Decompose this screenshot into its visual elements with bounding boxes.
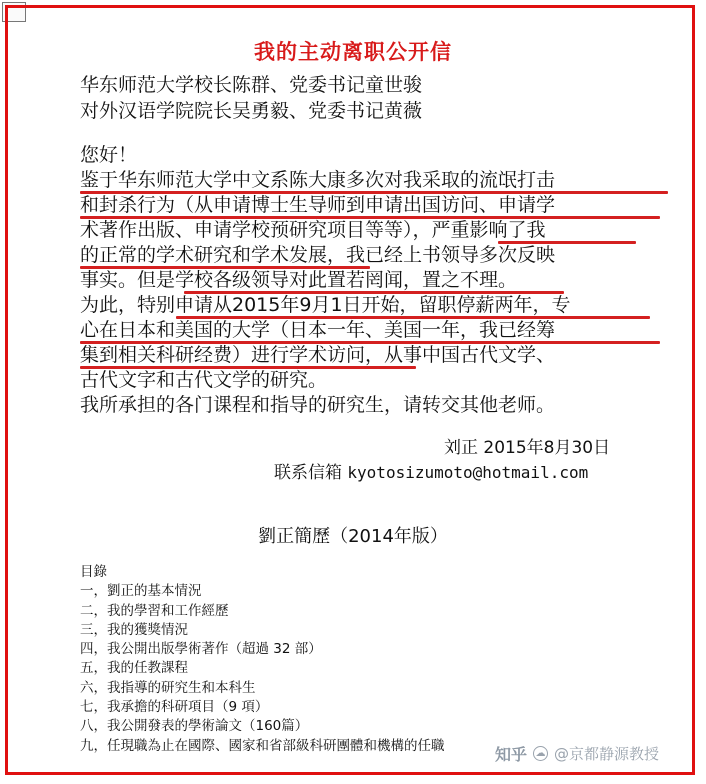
toc-heading: 目錄	[80, 564, 107, 580]
toc-item: 七，我承擔的科研項目（9 項）	[80, 699, 269, 716]
contact-line	[274, 458, 588, 483]
toc-item: 三，我的獲獎情況	[80, 621, 188, 638]
body-line: 的正常的学术研究和学术发展，我已经上书领导多次反映	[80, 243, 670, 268]
toc-item: 二，我的學習和工作經歷	[80, 602, 229, 619]
body-line: 为此，特别申请从2015年9月1日开始，留职停薪两年，专	[80, 293, 670, 318]
cloud-icon: ☁	[533, 746, 548, 761]
body-line: 心在日本和美国的大学（日本一年、美国一年，我已经筹	[80, 318, 670, 343]
letter-body	[80, 143, 670, 418]
zhihu-logo: 知乎	[495, 745, 528, 764]
contact-email: kyotosizumoto@hotmail.com	[347, 463, 589, 482]
toc-item: 八，我公開發表的學術論文（160篇）	[80, 718, 309, 735]
zhihu-watermark	[495, 742, 659, 765]
addressee-line-2: 对外汉语学院院长吴勇毅、党委书记黄薇	[80, 100, 423, 122]
resume-toc	[80, 563, 445, 756]
resume-title: 劉正簡歷（2014年版）	[258, 526, 448, 547]
watermark-author: @京都静源教授	[554, 745, 660, 763]
signature-date: 刘正 2015年8月30日	[444, 438, 611, 458]
toc-item: 四，我公開出版學術著作（超過 32 部）	[80, 641, 322, 658]
body-line: 和封杀行为（从申请博士生导师到申请出国访问、申请学	[80, 193, 670, 218]
toc-item: 五，我的任教課程	[80, 660, 188, 677]
toc-item: 九，任現職為止在國際、國家和省部級科研團體和機構的任職	[80, 737, 445, 754]
body-line: 事实。但是学校各级领导对此置若罔闻，置之不理。	[80, 268, 670, 293]
letter-title: 我的主动离职公开信	[254, 40, 452, 64]
contact-label: 联系信箱	[274, 463, 342, 483]
body-line: 古代文字和古代文学的研究。	[80, 369, 328, 391]
greeting: 您好！	[80, 144, 138, 166]
body-line: 鉴于华东师范大学中文系陈大康多次对我采取的流氓打击	[80, 168, 670, 193]
body-line: 我所承担的各门课程和指导的研究生，请转交其他老师。	[80, 394, 556, 416]
toc-item: 一，劉正的基本情況	[80, 583, 202, 600]
body-line: 集到相关科研经费）进行学术访问，从事中国古代文学、	[80, 343, 670, 368]
addressee-line-1: 华东师范大学校长陈群、党委书记童世骏	[80, 74, 423, 96]
body-line: 术著作出版、申请学校预研究项目等等），严重影响了我	[80, 218, 670, 243]
toc-item: 六，我指導的研究生和本科生	[80, 679, 256, 696]
